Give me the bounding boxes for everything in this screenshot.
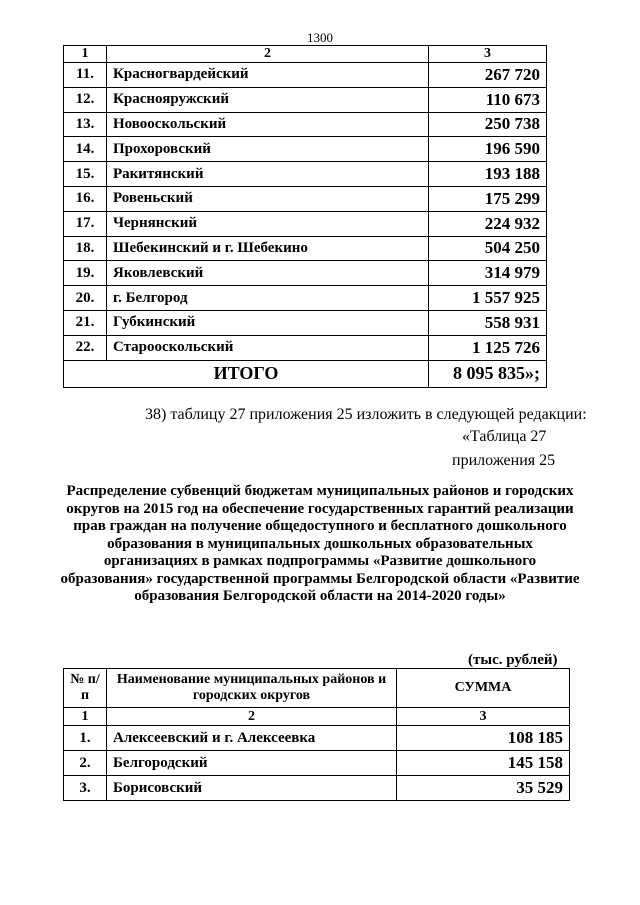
table-header: [64, 669, 570, 708]
row-number: 15.: [64, 162, 107, 187]
amount: 110 673: [429, 87, 547, 112]
column-number: 2: [107, 708, 397, 726]
district-name: Прохоровский: [107, 137, 429, 162]
amount: 145 158: [397, 751, 570, 776]
amendment-instruction: 38) таблицу 27 приложения 25 изложить в следующей редакции:: [145, 406, 587, 423]
amount: 267 720: [429, 63, 547, 88]
amount: 108 185: [397, 726, 570, 751]
table-caption-number: «Таблица 27: [462, 428, 547, 445]
column-number: 3: [397, 708, 570, 726]
table-row: [64, 751, 570, 776]
district-name: Яковлевский: [107, 261, 429, 286]
column-number: 1: [64, 46, 107, 63]
row-number: 17.: [64, 211, 107, 236]
district-name: Алексеевский и г. Алексеевка: [107, 726, 397, 751]
amount: 1 125 726: [429, 335, 547, 360]
amount: 35 529: [397, 776, 570, 801]
district-name: Губкинский: [107, 310, 429, 335]
row-number: 18.: [64, 236, 107, 261]
table-row: [64, 286, 547, 311]
header-sum: СУММА: [397, 669, 570, 708]
table-column-numbers: [64, 46, 547, 63]
table-row: [64, 726, 570, 751]
table-row: [64, 310, 547, 335]
header-number: № п/п: [64, 669, 107, 708]
district-name: Новооскольский: [107, 112, 429, 137]
table-row: [64, 335, 547, 360]
table-title: Распределение субвенций бюджетам муниципальных районов и городских округов на 2015 год на обеспечение государственных гарантий реализации прав граждан на получение общедоступного и бесплатного дошкольного образования в муниципальных дошкольных образовательных организациях в рамках подпрограммы «Развитие дошкольного образования» государственной программы Белгородской области «Развитие образования Белгородской области на 2014-2020 годы»: [60, 483, 580, 604]
column-number: 1: [64, 708, 107, 726]
district-name: Шебекинский и г. Шебекино: [107, 236, 429, 261]
amount: 250 738: [429, 112, 547, 137]
district-name: Ровеньский: [107, 186, 429, 211]
allocation-table: [63, 668, 570, 801]
column-number: 2: [107, 46, 429, 63]
allocation-table-continued: [63, 45, 547, 388]
units-label: (тыс. рублей): [468, 652, 558, 668]
amount: 558 931: [429, 310, 547, 335]
table-row: [64, 87, 547, 112]
row-number: 16.: [64, 186, 107, 211]
row-number: 12.: [64, 87, 107, 112]
table-row: [64, 211, 547, 236]
amount: 1 557 925: [429, 286, 547, 311]
row-number: 3.: [64, 776, 107, 801]
district-name: Красногвардейский: [107, 63, 429, 88]
total-amount: 8 095 835»;: [429, 360, 547, 387]
page-number: 1300: [307, 30, 333, 45]
total-label: ИТОГО: [64, 360, 429, 387]
table-row: [64, 236, 547, 261]
district-name: Белгородский: [107, 751, 397, 776]
table-row: [64, 137, 547, 162]
district-name: Ракитянский: [107, 162, 429, 187]
table-caption-appendix: приложения 25: [452, 452, 556, 469]
district-name: Краснояружский: [107, 87, 429, 112]
district-name: г. Белгород: [107, 286, 429, 311]
amount: 196 590: [429, 137, 547, 162]
row-number: 20.: [64, 286, 107, 311]
table-row: [64, 776, 570, 801]
amount: 224 932: [429, 211, 547, 236]
row-number: 2.: [64, 751, 107, 776]
row-number: 1.: [64, 726, 107, 751]
district-name: Чернянский: [107, 211, 429, 236]
row-number: 14.: [64, 137, 107, 162]
table-row: [64, 162, 547, 187]
column-number: 3: [429, 46, 547, 63]
table-row: [64, 63, 547, 88]
row-number: 11.: [64, 63, 107, 88]
row-number: 22.: [64, 335, 107, 360]
header-name: Наименование муниципальных районов и городских округов: [107, 669, 397, 708]
table-column-numbers: [64, 708, 570, 726]
amount: 314 979: [429, 261, 547, 286]
district-name: Старооскольский: [107, 335, 429, 360]
table-row: [64, 186, 547, 211]
row-number: 13.: [64, 112, 107, 137]
amount: 193 188: [429, 162, 547, 187]
total-row: [64, 360, 547, 387]
row-number: 21.: [64, 310, 107, 335]
amount: 175 299: [429, 186, 547, 211]
amount: 504 250: [429, 236, 547, 261]
district-name: Борисовский: [107, 776, 397, 801]
table-row: [64, 261, 547, 286]
table-row: [64, 112, 547, 137]
row-number: 19.: [64, 261, 107, 286]
